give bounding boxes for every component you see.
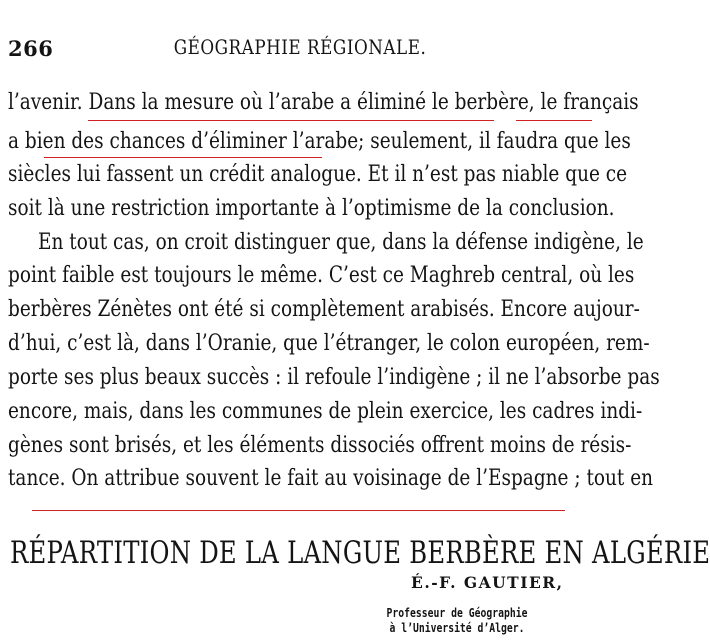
red-underline [88, 120, 494, 121]
text-line: berbères Zénètes ont été si complètement arabisés. Encore aujour- [8, 297, 640, 322]
text-line: d’hui, c’est là, dans l’Oranie, que l’étranger, le colon européen, rem- [8, 331, 650, 356]
red-underline [44, 157, 322, 158]
text-line: encore, mais, dans les communes de plein exercice, les cadres indi- [8, 399, 643, 424]
text-line: point faible est toujours le même. C’est ce Maghreb central, où les [8, 263, 635, 288]
text-line: En tout cas, on croit distinguer que, dans la défense indigène, le [38, 230, 644, 255]
red-underline [516, 120, 592, 121]
text-line: tance. On attribue souvent le fait au voisinage de l’Espagne ; tout en [8, 466, 654, 491]
text-line: soit là une restriction importante à l’optimisme de la conclusion. [8, 196, 615, 221]
article-author: É.-F. GAUTIER, [411, 573, 564, 592]
text-line: porte ses plus beaux succès : il refoule l’indigène ; il ne l’absorbe pas [8, 365, 660, 390]
text-line: l’avenir. Dans la mesure où l’arabe a éliminé le berbère, le français [8, 90, 639, 115]
author-affiliation: Professeur de Géographie [386, 605, 528, 620]
text-line: gènes sont brisés, et les éléments dissociés offrent moins de résis- [8, 433, 632, 458]
text-line: siècles lui fassent un crédit analogue. Et il n’est pas niable que ce [8, 162, 628, 187]
article-title: RÉPARTITION DE LA LANGUE BERBÈRE EN ALGÉRIE [10, 535, 710, 571]
author-affiliation: à l’Université d’Alger. [389, 620, 525, 635]
text-line: a bien des chances d’éliminer l’arabe; seulement, il faudra que les [8, 129, 631, 154]
section-divider [32, 510, 565, 511]
page-number: 266 [8, 36, 54, 61]
running-head: GÉOGRAPHIE RÉGIONALE. [173, 36, 427, 59]
